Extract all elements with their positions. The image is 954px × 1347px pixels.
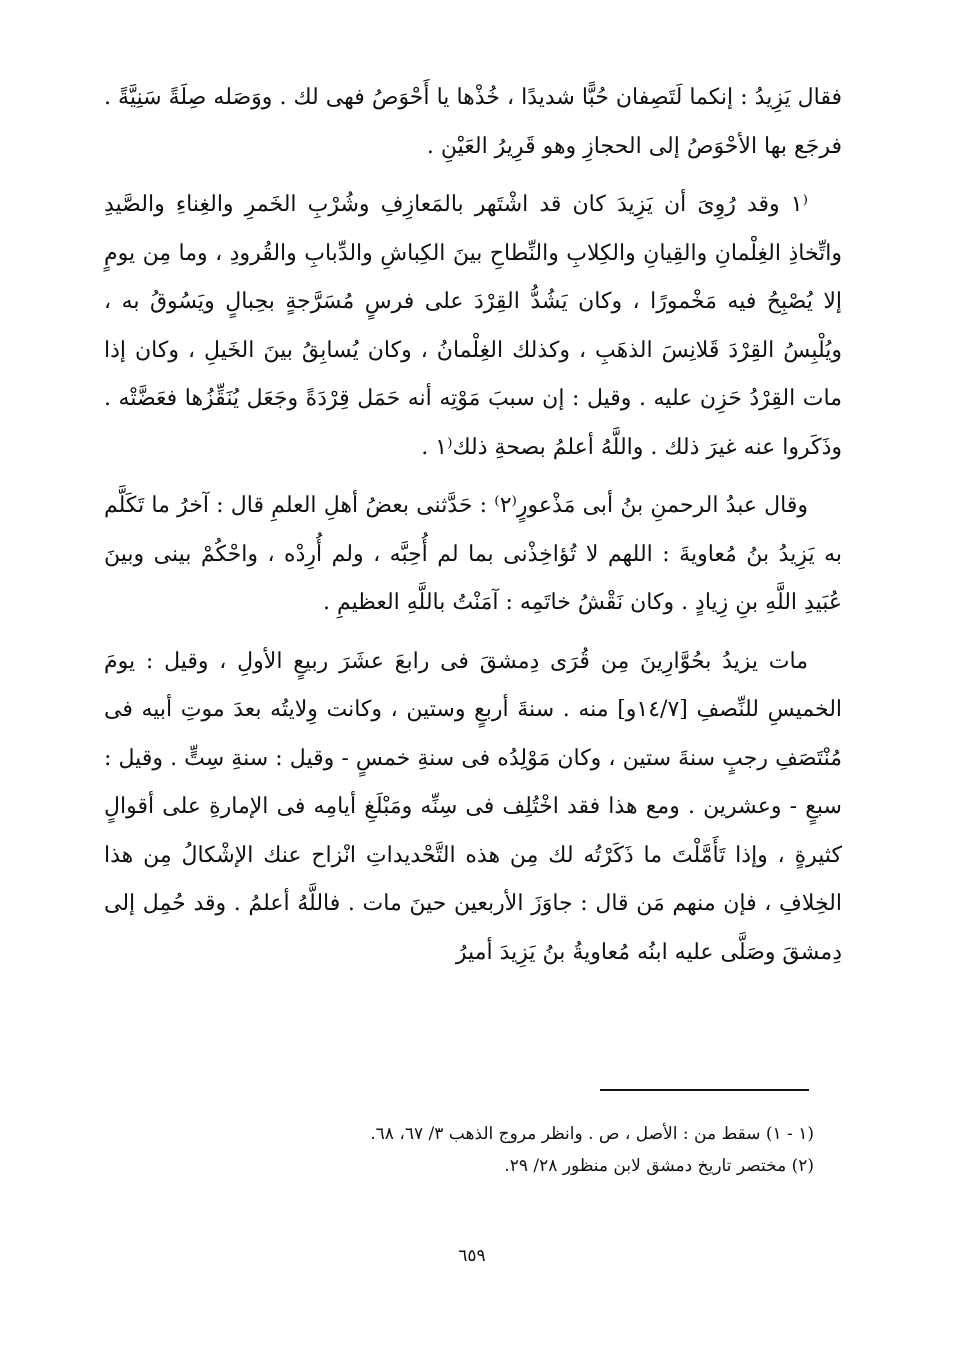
paragraph-3: وقال عبدُ الرحمنِ بنُ أبى مَذْعورٍ⁽٢⁾ : حَدَّثنى بعضُ أهلِ العلمِ قال : آخرُ ما تَكَلَّم به يَزِيدُ بنُ مُعاويةَ : اللهم لا تُؤاخِذْنى بما لم أُحِبَّه ، ولم أُرِدْه ، واحْكُمْ بينى وبينَ عُبَيدِ اللَّهِ بنِ زِيادٍ . وكان نَقْشُ خاتَمِه : آمَنْتُ باللَّهِ العظيمِ . [104,493,842,615]
main-text [104,74,842,987]
footnote-1: (١ - ١) سقط من : الأصل ، ص . وانظر مروج الذهب ٣/ ٦٧، ٦٨. [370,1124,814,1144]
paragraph-2: ⁽١ وقد رُوِىَ أن يَزِيدَ كان قد اشْتَهر بالمَعازِفِ وشُرْبِ الخَمرِ والغِناءِ والصَّيدِ واتِّخاذِ الغِلْمانِ والقِيانِ والكِلابِ والنِّطاحِ بينَ الكِباشِ والدِّبابِ والقُرودِ ، وما مِن يومٍ إلا يُصْبِحُ فيه مَخْمورًا ، وكان يَشُدُّ القِرْدَ على فرسٍ مُسَرَّجةٍ بحِبالٍ ويَسُوقُ به ، ويُلْبِسُ القِرْدَ قَلانِسَ الذهَبِ ، وكذلك الغِلْمانُ ، وكان يُسابِقُ بينَ الخَيلِ ، وكان إذا مات القِرْدُ حَزِن عليه . وقيل : إن سببَ مَوْتِه أنه حَمَل قِرْدَةً وجَعَل يُنَقِّزُها فعَضَّتْه . وذَكَروا عنه غيرَ ذلك . واللَّهُ أعلمُ بصحةِ ذلك⁽١ . [104,192,842,460]
paragraph-1: فقال يَزِيدُ : إنكما لَتَصِفان حُبًّا شديدًا ، خُذْها يا أَحْوَصُ فهى لك . ووَصَله صِلَةً سَنِيَّةً . فرجَع بها الأحْوَصُ إلى الحجازِ وهو قَرِيرُ العَيْنِ . [104,85,842,159]
paragraph-4: مات يزيدُ بحُوَّارِينَ مِن قُرَى دِمشقَ فى رابعَ عشَرَ ربيعٍ الأولِ ، وقيل : يومَ الخميسِ للنِّصفِ [١٤/٧و] منه . سنةَ أربعٍ وستين ، وكانت وِلايتُه بعدَ موتِ أبيه فى مُنْتَصَفِ رجبٍ سنةَ ستين ، وكان مَوْلِدُه فى سنةِ خمسٍ - وقيل : سنةِ سِتٍّ . وقيل : سبعٍ - وعشرين . ومع هذا فقد اخْتُلِف فى سِنِّه ومَبْلَغِ أيامِه فى الإمارةِ على أقوالٍ كثيرةٍ ، وإذا تَأَمَّلْتَ ما ذَكَرْتُه لك مِن هذه التَّحْديداتِ انْزاح عنك الإشْكالُ مِن هذا الخِلافِ ، فإن منهم مَن قال : جاوَزَ الأربعين حينَ مات . فاللَّهُ أعلمُ . وقد حُمِل إلى دِمشقَ وصَلَّى عليه ابنُه مُعاويةُ بنُ يَزِيدَ أميرُ [104,648,843,965]
footnote-2: (٢) مختصر تاريخ دمشق لابن منظور ٢٨/ ٢٩. [504,1156,814,1176]
footnote-divider [600,1089,809,1091]
page-number: ٦٥٩ [458,1246,486,1266]
footnotes [260,1118,814,1182]
